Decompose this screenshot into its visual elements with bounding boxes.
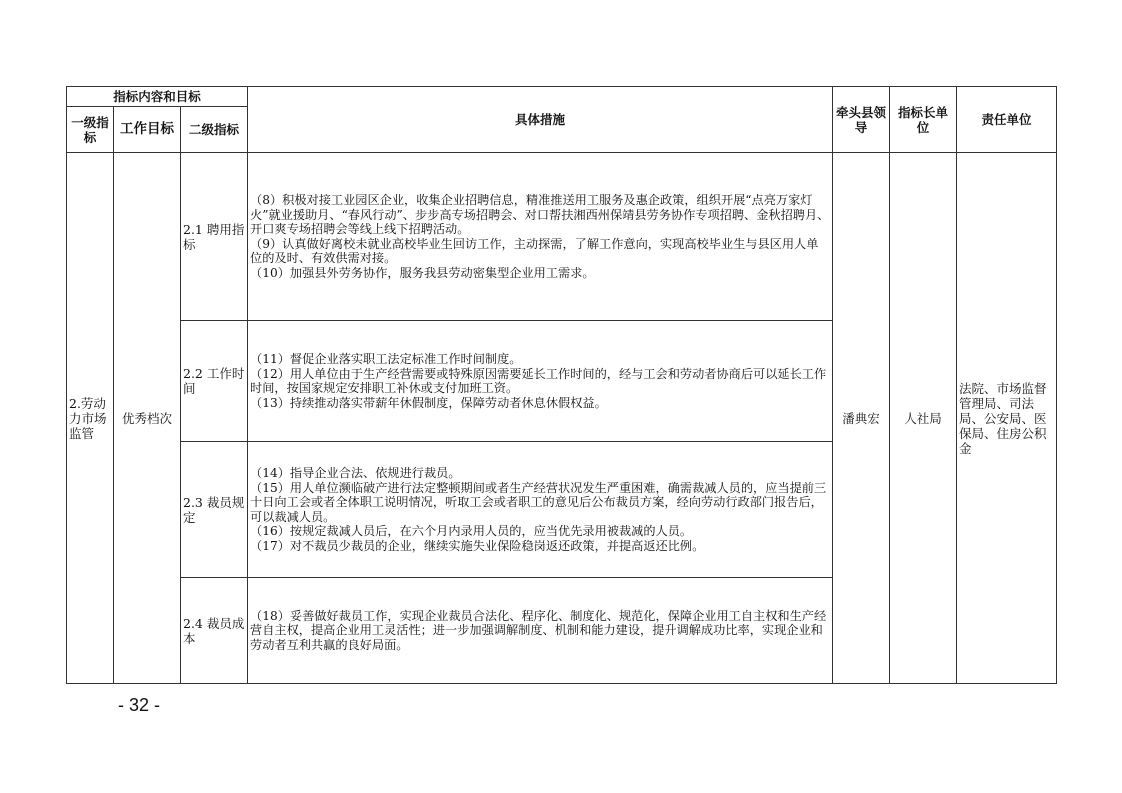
measure-item: （14）指导企业合法、依规进行裁员。 [250,466,461,480]
measures-cell [248,578,833,684]
measure-item: （9）认真做好离校未就业高校毕业生回访工作，主动探需，了解工作意向，实现高校毕业生与县区用人单位的及时、有效供需对接。 [250,236,819,265]
header-units: 责任单位 [957,87,1057,153]
measures-cell [248,442,833,578]
measure-item: （11）督促企业落实职工法定标准工作时间制度。 [250,352,522,366]
measure-item: （16）按规定裁减人员后，在六个月内录用人员的，应当优先录用被裁减的人员。 [250,524,693,538]
measures-cell [248,321,833,442]
measures-cell [248,153,833,321]
header-measures: 具体措施 [248,87,833,153]
header-leader: 牵头县领导 [833,87,890,153]
header-goal: 工作目标 [114,107,181,153]
units-cell: 法院、市场监督管理局、司法局、公安局、医保局、住房公积金 [957,153,1057,684]
header-level2: 二级指标 [181,107,248,153]
measure-item: （13）持续推动落实带薪年休假制度，保障劳动者休息休假权益。 [250,395,607,410]
level2-cell: 2.3 裁员规定 [181,442,248,578]
header-group: 指标内容和目标 [67,87,248,107]
level2-cell: 2.4 裁员成本 [181,578,248,684]
page-number: - 32 - [118,695,161,715]
goal-cell: 优秀档次 [114,153,181,684]
owner-cell: 人社局 [890,153,957,684]
measure-item: （12）用人单位由于生产经营需要或特殊原因需要延长工作时间的，经与工会和劳动者协商后可以延长工作时间，按国家规定安排职工补休或支付加班工资。 [250,366,827,395]
measure-item: （18）妥善做好裁员工作，实现企业裁员合法化、程序化、制度化、规范化，保障企业用工自主权和生产经营自主权，提高企业用工灵活性；进一步加强调解制度、机制和能力建设，提升调解成功比率，实现企业和劳动者互利共赢的良好局面。 [250,608,827,652]
header-owner: 指标长单位 [890,87,957,153]
level1-cell: 2.劳动力市场监管 [67,153,114,684]
measure-item: （10）加强县外劳务协作，服务我县劳动密集型企业用工需求。 [250,265,595,280]
measure-item: （8）积极对接工业园区企业，收集企业招聘信息，精准推送用工服务及惠企政策，组织开展“点亮万家灯火”就业援助月、“春风行动”、步步高专场招聘会、对口帮扶湘西州保靖县劳务协作专项招聘、金秋招聘月、开口爽专场招聘会等线上线下招聘活动。 [250,193,830,236]
header-level1: 一级指标 [67,107,114,153]
measure-item: （15）用人单位濒临破产进行法定整顿期间或者生产经营状况发生严重困难，确需裁减人员的，应当提前三十日向工会或者全体职工说明情况，听取工会或者职工的意见后公布裁员方案，经向劳动行政部门报告后，可以裁减人员。 [250,480,827,524]
level2-cell: 2.1 聘用指标 [181,153,248,321]
level2-cell: 2.2 工作时间 [181,321,248,442]
indicator-table [66,86,1057,684]
measure-item: （17）对不裁员少裁员的企业，继续实施失业保险稳岗返还政策，并提高返还比例。 [250,538,705,553]
leader-cell: 潘典宏 [833,153,890,684]
